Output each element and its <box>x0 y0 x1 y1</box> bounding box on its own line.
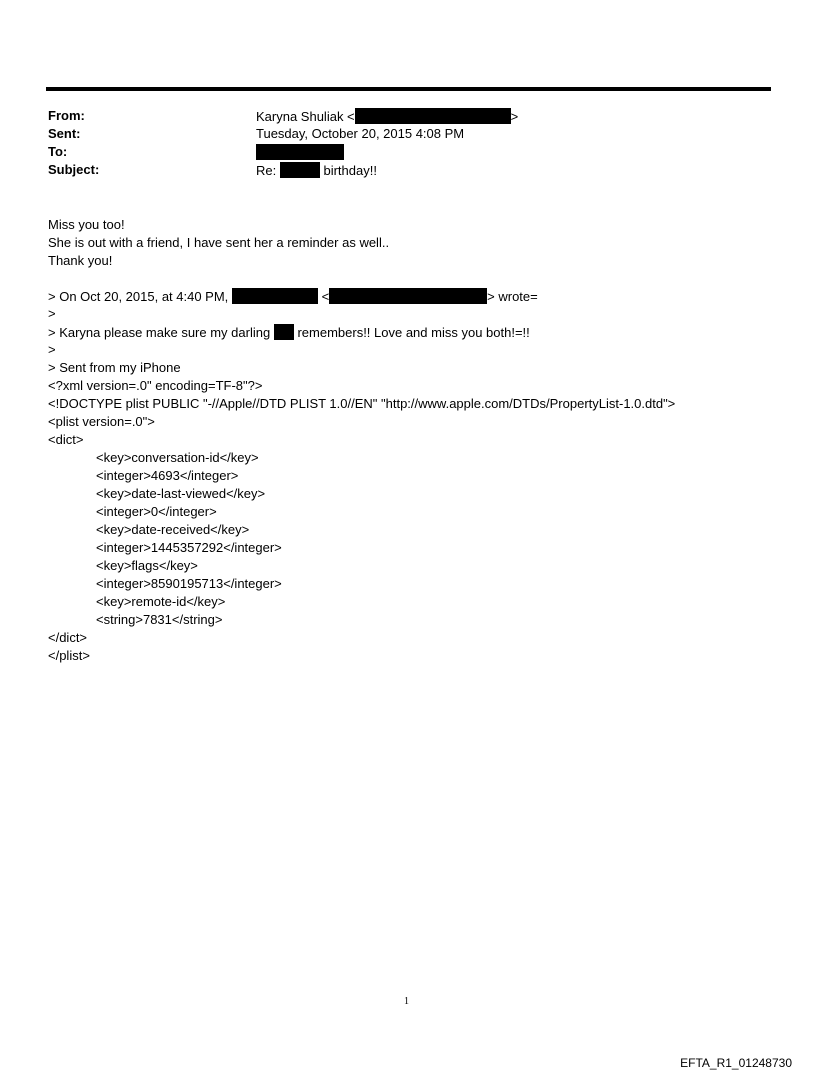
header-rule <box>46 87 771 91</box>
xml-line: <dict> <box>48 432 84 447</box>
body-line: Thank you! <box>48 253 113 268</box>
xml-line: <key>conversation-id</key> <box>96 450 259 465</box>
sent-from: > Sent from my iPhone <box>48 360 181 375</box>
body-line: Miss you too! <box>48 217 125 232</box>
xml-line: <key>remote-id</key> <box>96 594 226 609</box>
from-name: Karyna Shuliak < <box>256 109 355 124</box>
to-value <box>256 144 344 160</box>
xml-line: <integer>1445357292</integer> <box>96 540 282 555</box>
subject-value <box>256 162 377 178</box>
xml-line: <?xml version=.0" encoding=TF-8"?> <box>48 378 263 393</box>
xml-line: <string>7831</string> <box>96 612 223 627</box>
xml-line: <key>date-last-viewed</key> <box>96 486 266 501</box>
body-line: She is out with a friend, I have sent her a reminder as well.. <box>48 235 390 250</box>
quote-text-b: remembers!! Love and miss you both!=!! <box>297 325 530 340</box>
redaction-bar <box>355 108 511 124</box>
redaction-bar <box>280 162 320 178</box>
xml-line: <integer>0</integer> <box>96 504 217 519</box>
subject-label: Subject: <box>48 162 100 177</box>
xml-line: <key>date-received</key> <box>96 522 250 537</box>
xml-line: <integer>4693</integer> <box>96 468 239 483</box>
quote-header <box>48 288 538 304</box>
xml-line: </plist> <box>48 648 90 663</box>
subject-prefix: Re: <box>256 163 277 178</box>
sent-value: Tuesday, October 20, 2015 4:08 PM <box>256 126 465 141</box>
redaction-bar <box>274 324 294 340</box>
sent-label: Sent: <box>48 126 81 141</box>
from-label: From: <box>48 108 85 123</box>
redaction-bar <box>232 288 318 304</box>
from-close: > <box>510 109 519 124</box>
xml-line: <integer>8590195713</integer> <box>96 576 282 591</box>
to-label: To: <box>48 144 68 159</box>
quote-blank: > <box>48 342 56 357</box>
xml-line: <plist version=.0"> <box>48 414 155 429</box>
quote-blank: > <box>48 306 56 321</box>
subject-suffix: birthday!! <box>323 163 377 178</box>
xml-line: <!DOCTYPE plist PUBLIC "-//Apple//DTD PLIST 1.0//EN" "http://www.apple.com/DTDs/PropertyList-1.0.dtd"> <box>48 396 676 411</box>
quote-text-a: > Karyna please make sure my darling <box>48 325 271 340</box>
redaction-bar <box>329 288 487 304</box>
quote-prefix: > On Oct 20, 2015, at 4:40 PM, <box>48 289 229 304</box>
xml-line: </dict> <box>48 630 88 645</box>
xml-line: <key>flags</key> <box>96 558 198 573</box>
page-number: 1 <box>404 996 409 1007</box>
document-id: EFTA_R1_01248730 <box>680 1056 792 1070</box>
redaction-bar <box>256 144 344 160</box>
quote-lt: < <box>321 289 330 304</box>
quote-message <box>48 324 530 340</box>
quote-wrote: > wrote= <box>487 289 538 304</box>
from-value <box>256 108 518 124</box>
